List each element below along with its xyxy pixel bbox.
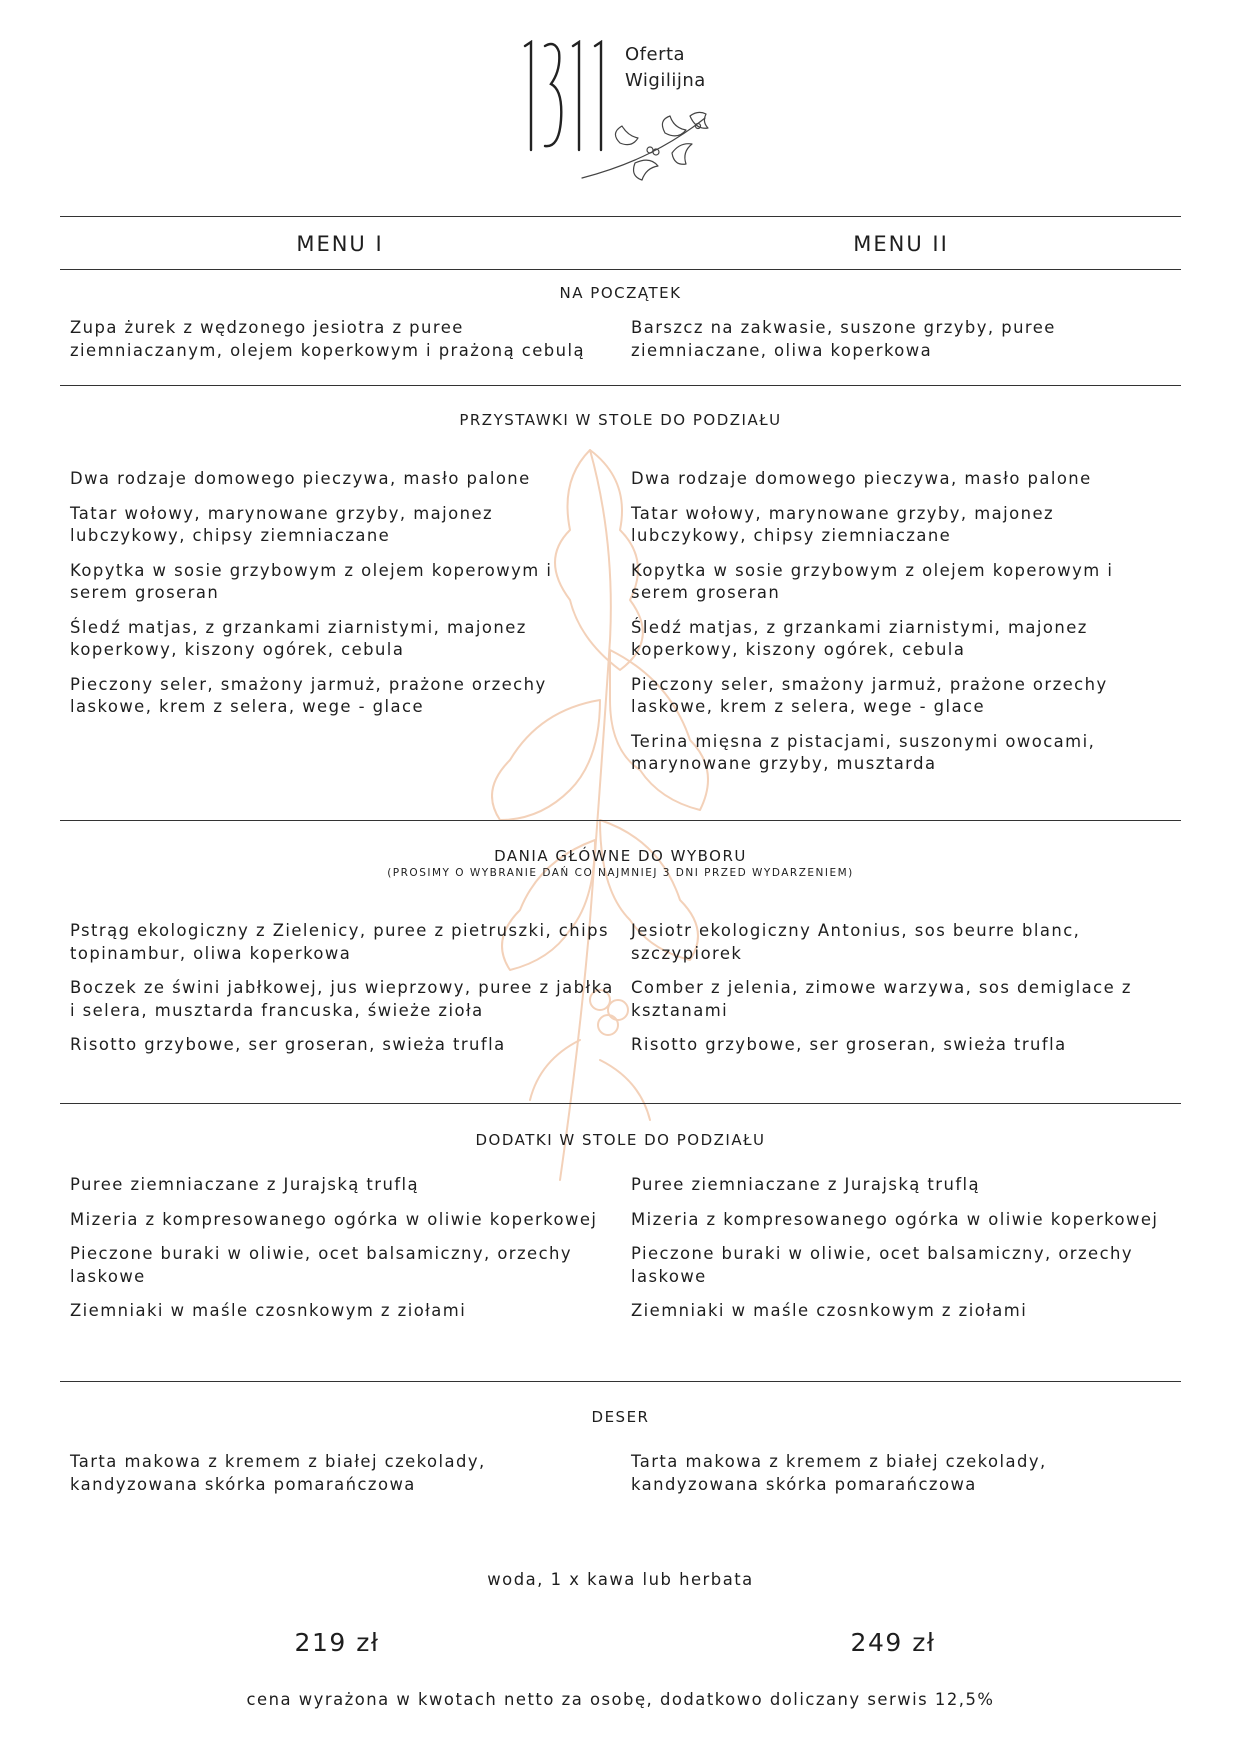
section-dessert-title: DESER [591, 1408, 650, 1426]
offer-title-line2: Wigilijna [625, 70, 706, 91]
menu2-heading: MENU II [853, 232, 949, 256]
divider [60, 1381, 1181, 1382]
menu-item: Pstrąg ekologiczny z Zielenicy, puree z pietruszki, chips topinambur, oliwa koperkowa [70, 921, 609, 963]
menu-item: Pieczone buraki w oliwie, ocet balsamiczny, orzechy laskowe [70, 1244, 573, 1286]
dessert-menu2-list [631, 1451, 1176, 1508]
menu-item: Barszcz na zakwasie, suszone grzyby, puree ziemniaczane, oliwa koperkowa [631, 318, 1056, 360]
section-start-title: NA POCZĄTEK [559, 284, 682, 302]
menu-item: Pieczony seler, smażony jarmuż, prażone orzechy laskowe, krem z selera, wege - glace [631, 674, 1108, 716]
menu-item: Śledź matjas, z grzankami ziarnistymi, majonez koperkowy, kiszony ogórek, cebula [70, 617, 527, 659]
price-menu1: 219 zł [294, 1628, 380, 1657]
divider [60, 385, 1181, 386]
menu-item: Risotto grzybowe, ser groseran, swieża trufla [631, 1035, 1067, 1054]
sides-menu1-list [70, 1174, 615, 1335]
section-sides-title: DODATKI W STOLE DO PODZIAŁU [475, 1131, 766, 1149]
menu-item: Dwa rodzaje domowego pieczywa, masło palone [631, 469, 1092, 488]
menu-item: Ziemniaki w maśle czosnkowym z ziołami [631, 1301, 1028, 1320]
starters-menu2-list [631, 468, 1176, 788]
sides-menu2-list [631, 1174, 1176, 1335]
dessert-menu1-list [70, 1451, 615, 1508]
menu-item: Kopytka w sosie grzybowym z olejem koperowym i serem groseran [631, 560, 1114, 602]
section-mains-subtitle: (PROSIMY O WYBRANIE DAŃ CO NAJMNIEJ 3 DNI PRZED WYDARZENIEM) [387, 867, 854, 879]
menu-item: Tarta makowa z kremem z białej czekolady, kandyzowana skórka pomarańczowa [631, 1452, 1047, 1494]
menu-item: Śledź matjas, z grzankami ziarnistymi, majonez koperkowy, kiszony ogórek, cebula [631, 617, 1088, 659]
menu-item: Jesiotr ekologiczny Antonius, sos beurre blanc, szczypiorek [631, 921, 1081, 963]
menu1-heading: MENU I [296, 232, 384, 256]
mains-menu2-list [631, 920, 1176, 1069]
menu-item: Tatar wołowy, marynowane grzyby, majonez lubczykowy, chipsy ziemniaczane [70, 503, 494, 545]
menu-item: Zupa żurek z wędzonego jesiotra z puree ziemniaczanym, olejem koperkowym i prażoną cebulą [70, 318, 585, 360]
menu-item: Ziemniaki w maśle czosnkowym z ziołami [70, 1301, 467, 1320]
drinks-note: woda, 1 x kawa lub herbata [487, 1570, 754, 1589]
section-starters-title: PRZYSTAWKI W STOLE DO PODZIAŁU [459, 411, 782, 429]
menu-item: Mizeria z kompresowanego ogórka w oliwie koperkowej [70, 1209, 598, 1229]
menu-item: Tarta makowa z kremem z białej czekolady, kandyzowana skórka pomarańczowa [70, 1452, 486, 1494]
menu-item: Comber z jelenia, zimowe warzywa, sos demiglace z ksztanami [631, 978, 1132, 1020]
price-note: cena wyrażona w kwotach netto za osobę, dodatkowo doliczany serwis 12,5% [246, 1690, 995, 1709]
menu-item: Pieczony seler, smażony jarmuż, prażone orzechy laskowe, krem z selera, wege - glace [70, 674, 547, 716]
menu-item: Mizeria z kompresowanego ogórka w oliwie koperkowej [631, 1209, 1159, 1229]
divider [60, 269, 1181, 270]
price-menu2: 249 zł [850, 1628, 936, 1657]
start-menu1-list [70, 317, 615, 374]
menu-item: Boczek ze świni jabłkowej, jus wieprzowy, puree z jabłka i selera, musztarda francuska, świeże zioła [70, 978, 614, 1020]
divider [60, 1103, 1181, 1104]
mains-menu1-list [70, 920, 615, 1069]
menu-item: Kopytka w sosie grzybowym z olejem koperowym i serem groseran [70, 560, 553, 602]
menu-item: Terina mięsna z pistacjami, suszonymi owocami, marynowane grzyby, musztarda [631, 731, 1096, 773]
menu-item: Risotto grzybowe, ser groseran, swieża trufla [70, 1035, 506, 1054]
offer-title [625, 42, 706, 94]
starters-menu1-list [70, 468, 615, 731]
menu-item: Tatar wołowy, marynowane grzyby, majonez lubczykowy, chipsy ziemniaczane [631, 503, 1055, 545]
holly-sprig-icon [580, 108, 720, 188]
menu-item: Dwa rodzaje domowego pieczywa, masło palone [70, 469, 531, 488]
menu-item: Puree ziemniaczane z Jurajską truflą [70, 1175, 420, 1194]
divider [60, 820, 1181, 821]
offer-title-line1: Oferta [625, 44, 686, 65]
divider [60, 216, 1181, 217]
section-mains-title: DANIA GŁÓWNE DO WYBORU [494, 847, 747, 865]
menu-item: Pieczone buraki w oliwie, ocet balsamiczny, orzechy laskowe [631, 1244, 1134, 1286]
menu-item: Puree ziemniaczane z Jurajską truflą [631, 1175, 981, 1194]
start-menu2-list [631, 317, 1176, 374]
